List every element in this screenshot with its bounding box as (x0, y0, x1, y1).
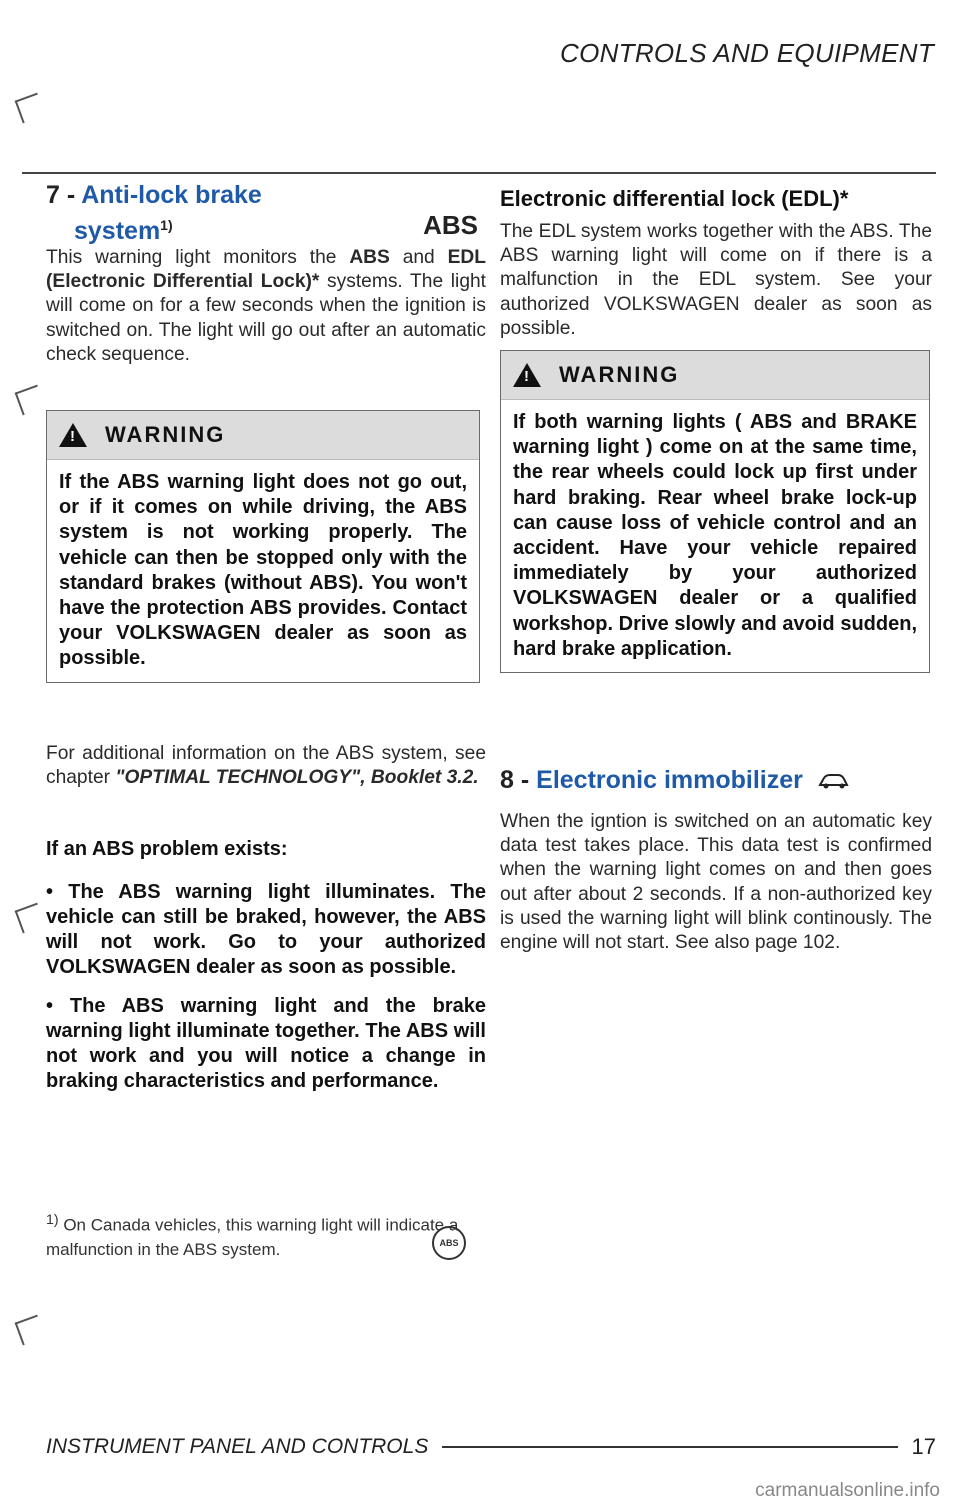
warning-title: WARNING (559, 362, 680, 387)
immobilizer-text: When the igntion is switched on an automatic key data test takes place. This data test is confirmed when the warning light comes on and then goes out after about 2 seconds. If a non-authorized key is used the warning light will blink continously. The engine will not start. See also page 102. (500, 811, 932, 954)
bullet-list (46, 880, 486, 1094)
footer-rule (442, 1446, 897, 1447)
footnote: $^{1)}$ On Canada vehicles, this warning light will indicate a malfunction in the ABS system. (46, 1212, 459, 1259)
warning-header (501, 351, 929, 400)
binding-mark (15, 903, 46, 934)
page-footer (46, 1434, 936, 1460)
edl-heading: Electronic differential lock (EDL)* (500, 186, 849, 211)
section-number: 7 - (46, 181, 76, 209)
watermark: carmanualsonline.info (755, 1480, 940, 1501)
abs-side-label: ABS (423, 210, 478, 240)
warning-body: If both warning lights ( ABS and BRAKE warning light ) come on at the same time, the rear wheels could lock up first under hard braking. Rear wheel brake lock-up can cause loss of vehicle control and an accident. Have your vehicle repaired immediately by your authorized VOLKSWAGEN dealer or a qualified workshop. Drive slowly and avoid sudden, hard brake application. (513, 411, 917, 660)
warning-triangle-icon (59, 423, 87, 447)
list-item: • The ABS warning light and the brake warning light illuminate together. The ABS will not work and you will notice a change in braking characteristics and performance. (46, 995, 487, 1092)
header-rule (22, 172, 936, 174)
car-key-icon (816, 769, 852, 793)
footer-label: INSTRUMENT PANEL AND CONTROLS (46, 1435, 429, 1458)
warning-triangle-icon (513, 363, 541, 387)
footnote-ref: 1) (160, 217, 173, 233)
section-title-line1: Anti-lock brake (81, 181, 262, 209)
abs-warning-box (46, 410, 480, 683)
list-item: • The ABS warning light illuminates. The vehicle can still be braked, however, the ABS will not work. Go to your authorized VOLKSWAGEN dealer as soon as possible. (46, 881, 486, 978)
warning-body: If the ABS warning light does not go out, or if it comes on while driving, the ABS system is not working properly. The vehicle can then be stopped only with the standard brakes (without ABS). You won't have the protection ABS provides. Contact your VOLKSWAGEN dealer as soon as possible. (59, 471, 467, 670)
binding-mark (15, 1315, 46, 1346)
warning-title: WARNING (105, 422, 226, 447)
running-header: CONTROLS AND EQUIPMENT (560, 38, 935, 68)
immobilizer-title: 8 - Electronic immobilizer (500, 766, 940, 795)
problem-heading: If an ABS problem exists: (46, 838, 288, 860)
binding-mark (15, 385, 46, 416)
edl-warning-box (500, 350, 930, 673)
abs-symbol-icon: ABS (432, 1226, 466, 1260)
section-title-abs (46, 180, 486, 246)
edl-text: The EDL system works together with the ABS. The ABS warning light will come on if there is a malfunction in the EDL system. See your authorized VOLKSWAGEN dealer as soon as possible. (500, 221, 932, 339)
section-title-line2: system (74, 217, 161, 246)
binding-mark (15, 93, 46, 124)
page-number: 17 (911, 1434, 936, 1459)
abs-intro: This warning light monitors the ABS and EDL (Electronic Differential Lock)* systems. The light will come on for a few seconds when the ignition is switched on. The light will go out after an automatic check sequence. (46, 247, 486, 365)
more-info: For additional information on the ABS system, see chapter "OPTIMAL TECHNOLOGY", Booklet 3.2. (46, 743, 486, 789)
warning-header (47, 411, 479, 460)
